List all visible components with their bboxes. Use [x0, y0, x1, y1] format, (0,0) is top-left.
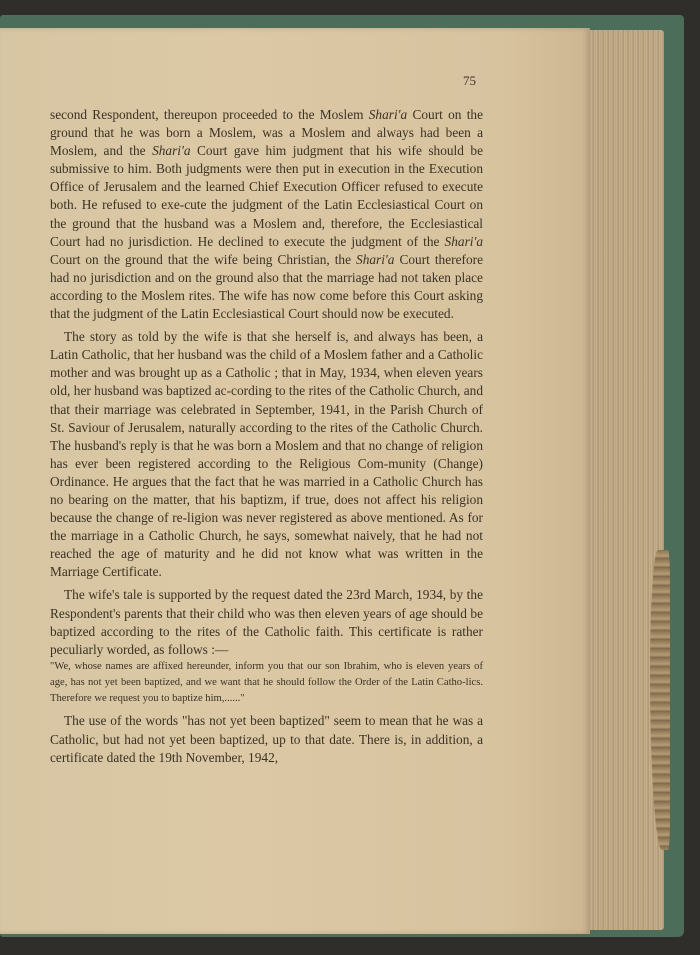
paragraph-4: The use of the words "has not yet been baptized" seem to mean that he was a Catholic, but had not yet been baptized, up to that date. There is, in addition, a certificate dated the 19th November, 1942,: [50, 713, 483, 765]
paragraph-1: second Respondent, thereupon proceeded to the Moslem Shari'a Court on the ground that he was born a Moslem, was a Moslem and always had been a Moslem, and the Shari'a Court gave him judgment that his wife should be submissive to him. Both judgments were then put in execution in the Execution Office of Jerusalem and the learned Chief Execution Officer refused to execute both. He refused to exe-cute the judgment of the Latin Ecclesiastical Court on the ground that the husband was a Moslem and, therefore, the Ecclesiastical Court had no jurisdiction. He declined to execute the judgment of the Shari'a Court on the ground that the wife being Christian, the Shari'a Court therefore had no jurisdiction and on the ground also that the marriage had not taken place according to the Moslem rites. The wife has now come before this Court asking that the judgment of the Latin Ecclesiastical Court should now be executed.: [50, 107, 484, 322]
torn-edge: [650, 550, 670, 850]
block-quote: "We, whose names are affixed hereunder, inform you that our son Ibrahim, who is eleven years of age, has not yet been baptized, and we want that he should follow the Order of the Latin Catho-lics. Therefore we request you to baptize him,......": [50, 660, 483, 705]
page-edges: [590, 30, 664, 930]
page-number: 75: [463, 73, 476, 88]
paragraph-2: The story as told by the wife is that she herself is, and always has been, a Latin Catholic, that her husband was the child of a Moslem father and a Catholic mother and was brought up as a Catholic ; that in May, 1934, when eleven years old, her husband was baptized ac-cording to the rites of the Catholic Church, and that their marriage was celebrated in September, 1941, in the Parish Church of St. Saviour of Jerusalem, naturally according to the rites of the Catholic Church. The husband's reply is that he was born a Moslem and that no change of religion has ever been registered according to the Religious Com-munity (Change) Ordinance. He argues that the fact that he was married in a Catholic Church has no bearing on the matter, that his baptizm, if true, does not affect his religion because the change of re-ligion was never registered as above mentioned. As for the marriage in a Catholic Church, he says, somewhat naively, that he had not reached the age of maturity and he did not know what was written in the Marriage Certificate.: [50, 329, 483, 580]
paragraph-3: The wife's tale is supported by the request dated the 23rd March, 1934, by the Respondent's parents that their child who was then eleven years of age should be baptized according to the rites of the Catholic faith. This certificate is rather peculiarly worded, as follows :—: [50, 587, 483, 657]
body-text: [50, 106, 483, 767]
